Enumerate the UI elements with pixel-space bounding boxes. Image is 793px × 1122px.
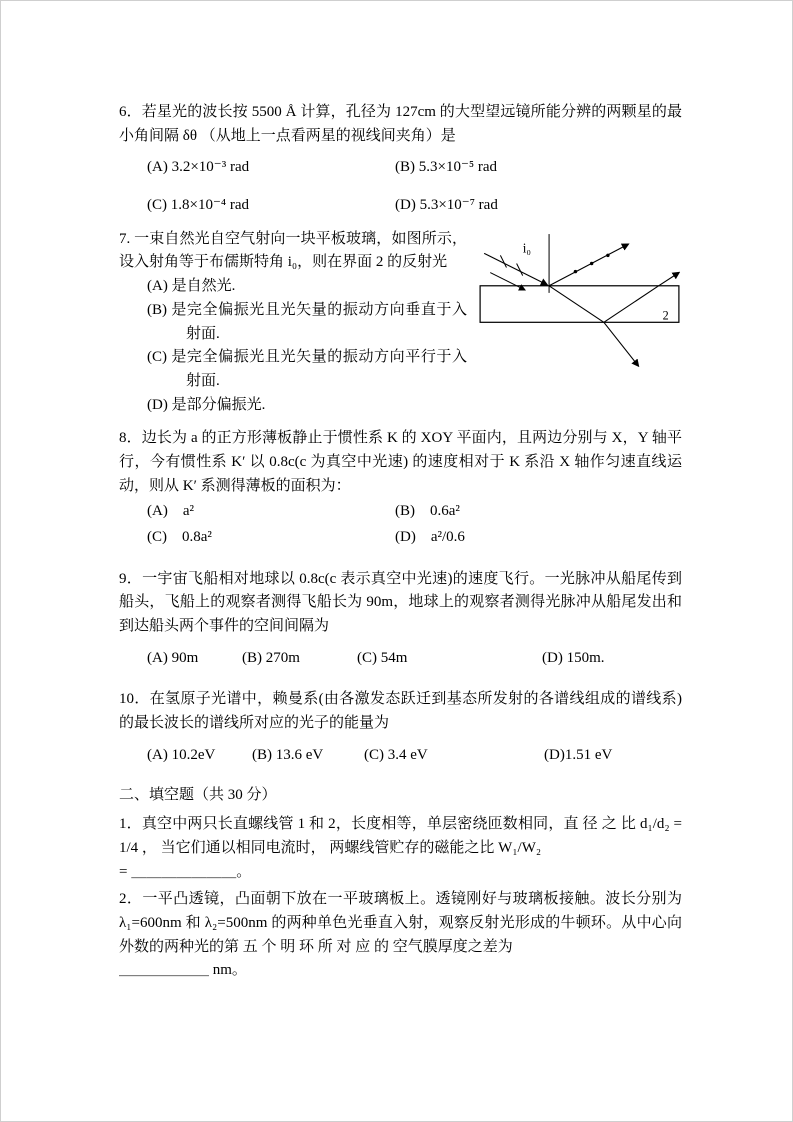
- blank-2-answer-line: ＿＿＿＿＿＿ nm。: [119, 962, 247, 979]
- question-8-option-d: (D) a²/0.6: [395, 529, 465, 545]
- question-9-option-d: (D) 150m.: [542, 649, 605, 666]
- question-7-option-d: (D) 是部分偏振光.: [147, 396, 266, 413]
- transmitted-ray: [604, 322, 638, 366]
- question-8: [119, 427, 682, 549]
- question-9: [119, 568, 682, 671]
- question-6-text: 6．若星光的波长按 5500 Å 计算，孔径为 127cm 的大型望远镜所能分辨的两颗星的最小角间隔 δθ （从地上一点看两星的视线间夹角）是: [119, 104, 682, 144]
- question-6-option-a: (A) 3.2×10⁻³ rad: [147, 159, 250, 176]
- question-6: [119, 101, 682, 218]
- question-9-options: [119, 647, 682, 671]
- question-8-option-b: (B) 0.6a²: [395, 503, 460, 520]
- question-6-option-c: (C) 1.8×10⁻⁴ rad: [147, 197, 250, 214]
- question-8-option-c: (C) 0.8a²: [147, 529, 212, 545]
- incident-ray-2: [490, 272, 524, 289]
- interface-label: 2: [662, 308, 669, 323]
- incident-ray: [484, 253, 547, 284]
- polarization-dot: [574, 270, 577, 273]
- spacer: [119, 680, 682, 688]
- refracted-ray: [549, 286, 604, 323]
- question-7-option-a: (A) 是自然光.: [147, 278, 236, 295]
- blank-question-2: [119, 888, 682, 983]
- blank-1-answer-line: = ＿＿＿＿＿＿＿。: [119, 863, 252, 880]
- incident-angle-label: i₀: [522, 240, 531, 256]
- blank-question-1: [119, 813, 682, 884]
- question-8-text: 8．边长为 a 的正方形薄板静止于惯性系 K 的 XOY 平面内，且两边分别与 X，Y 轴平行，今有惯性系 K′ 以 0.8c(c 为真空中光速) 的速度相对于 K 系沿 X 轴作匀速直线运动，则从 K′ 系测得薄板的面积为：: [119, 430, 682, 494]
- question-10-text: 10．在氢原子光谱中，赖曼系(由各激发态跃迁到基态所发射的各谱线组成的谱线系)的最长波长的谱线所对应的光子的能量为: [119, 691, 682, 732]
- question-9-text: 9．一宇宙飞船相对地球以 0.8c(c 表示真空中光速)的速度飞行。一光脉冲从船尾传到船头，飞船上的观察者测得飞船长为 90m，地球上的观察者测得光脉冲从船尾发出和到达船头两个事件的空间间隔为: [119, 570, 682, 635]
- question-7-figure: [477, 230, 682, 372]
- question-9-option-b: (B) 270m: [242, 649, 300, 666]
- polarization-dot: [606, 253, 609, 256]
- blank-1-text: 1．真空中两只长直螺线管 1 和 2，长度相等，单层密绕匝数相同，直 径 之 比 d₁/d₂ = 1/4 ， 当它们通以相同电流时， 两螺线管贮存的磁能之比 W₁/W₂: [119, 816, 682, 856]
- question-10-option-d: (D)1.51 eV: [544, 746, 613, 763]
- blank-2-text: 2．一平凸透镜，凸面朝下放在一平玻璃板上。透镜刚好与玻璃板接触。波长分别为 λ₁=600nm 和 λ₂=500nm 的两种单色光垂直入射，观察反射光形成的牛顿环。从中心向外数的两种光的第 五 个 明 环 所 对 应 的 空气膜厚度之差为: [119, 891, 682, 955]
- section-2-title: 二、填空题（共 30 分）: [119, 786, 277, 803]
- spacer: [119, 560, 682, 568]
- reflected-ray: [549, 244, 628, 286]
- question-8-options: [119, 500, 682, 549]
- glass-plate: [480, 286, 679, 323]
- question-7-text: 7. 一束自然光自空气射向一块平板玻璃，如图所示，设入射角等于布儒斯特角 i₀，则在界面 2 的反射光: [119, 230, 467, 271]
- question-7-option-c: (C) 是完全偏振光且光矢量的振动方向平行于入射面.: [147, 349, 467, 389]
- question-6-option-b: (B) 5.3×10⁻⁵ rad: [395, 159, 498, 176]
- question-8-option-a: (A) a²: [147, 503, 194, 520]
- brewster-diagram: [477, 230, 682, 372]
- question-10-options: [119, 744, 682, 768]
- question-10-option-c: (C) 3.4 eV: [364, 746, 428, 763]
- question-10-option-a: (A) 10.2eV: [147, 746, 216, 763]
- question-6-options: [119, 156, 682, 217]
- question-10: [119, 688, 682, 767]
- exit-ray: [659, 272, 679, 285]
- polarization-dot: [590, 261, 593, 264]
- question-7: [119, 228, 682, 418]
- question-9-option-c: (C) 54m: [357, 649, 408, 666]
- question-10-option-b: (B) 13.6 eV: [252, 746, 324, 763]
- internal-reflected-ray: [604, 286, 659, 323]
- question-7-option-b: (B) 是完全偏振光且光矢量的振动方向垂直于入射面.: [147, 301, 467, 342]
- question-6-option-d: (D) 5.3×10⁻⁷ rad: [395, 197, 498, 214]
- question-9-option-a: (A) 90m: [147, 649, 199, 666]
